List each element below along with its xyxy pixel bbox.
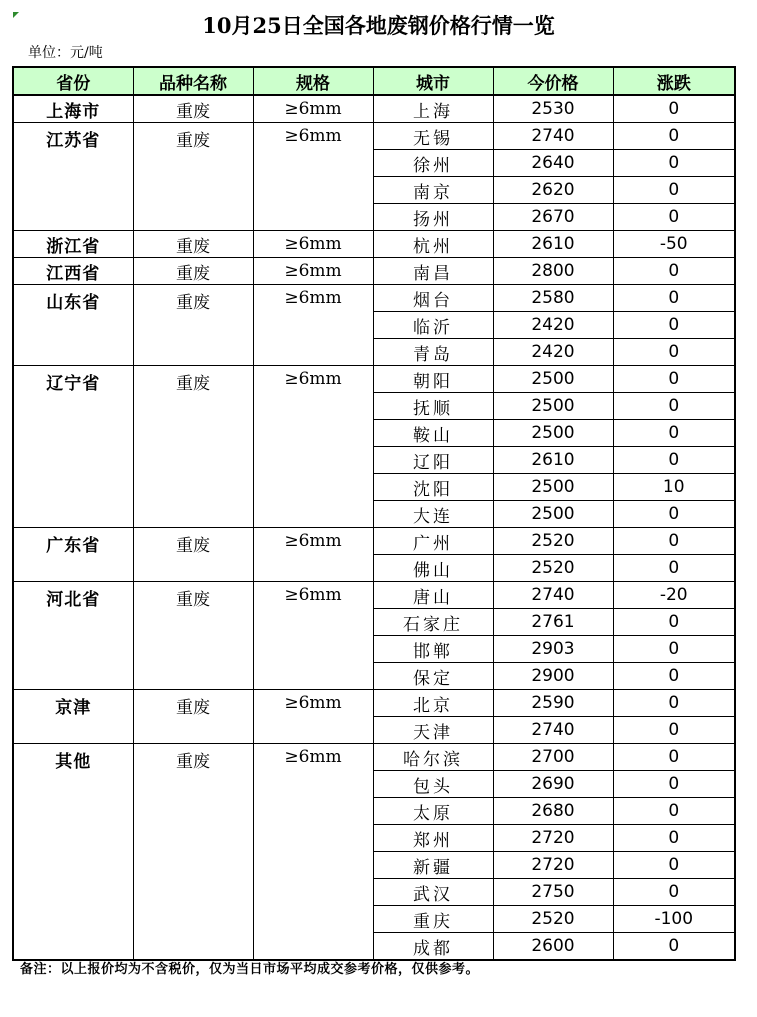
city-cell: 烟台: [373, 285, 493, 312]
change-cell: 0: [613, 879, 735, 906]
price-cell: 2500: [493, 393, 613, 420]
spec-cell: ≥6mm: [253, 690, 373, 744]
city-cell: 南京: [373, 177, 493, 204]
price-cell: 2580: [493, 285, 613, 312]
spec-cell: ≥6mm: [253, 366, 373, 528]
spec-cell: ≥6mm: [253, 258, 373, 285]
city-cell: 杭州: [373, 231, 493, 258]
city-cell: 新疆: [373, 852, 493, 879]
table-body: [13, 95, 735, 960]
price-cell: 2600: [493, 933, 613, 961]
change-cell: 0: [613, 663, 735, 690]
city-cell: 太原: [373, 798, 493, 825]
price-cell: 2500: [493, 366, 613, 393]
spec-cell: ≥6mm: [253, 582, 373, 690]
city-cell: 郑州: [373, 825, 493, 852]
variety-cell: 重废: [133, 258, 253, 285]
price-table: [12, 66, 736, 961]
table-row: [13, 95, 735, 123]
price-cell: 2520: [493, 906, 613, 933]
city-cell: 邯郸: [373, 636, 493, 663]
price-cell: 2520: [493, 528, 613, 555]
city-cell: 扬州: [373, 204, 493, 231]
change-cell: 0: [613, 555, 735, 582]
variety-cell: 重废: [133, 582, 253, 690]
city-cell: 徐州: [373, 150, 493, 177]
city-cell: 武汉: [373, 879, 493, 906]
province-cell: 辽宁省: [13, 366, 133, 528]
col-header-change: 涨跌: [613, 67, 735, 95]
city-cell: 广州: [373, 528, 493, 555]
price-cell: 2761: [493, 609, 613, 636]
change-cell: 0: [613, 258, 735, 285]
table-row: [13, 231, 735, 258]
city-cell: 佛山: [373, 555, 493, 582]
spec-cell: ≥6mm: [253, 285, 373, 366]
city-cell: 成都: [373, 933, 493, 961]
change-cell: 0: [613, 609, 735, 636]
province-cell: 京津: [13, 690, 133, 744]
change-cell: 0: [613, 528, 735, 555]
change-cell: 0: [613, 744, 735, 771]
change-cell: -50: [613, 231, 735, 258]
price-cell: 2690: [493, 771, 613, 798]
city-cell: 南昌: [373, 258, 493, 285]
header-row: [13, 67, 735, 95]
col-header-variety: 品种名称: [133, 67, 253, 95]
price-cell: 2903: [493, 636, 613, 663]
change-cell: 0: [613, 798, 735, 825]
variety-cell: 重废: [133, 366, 253, 528]
city-cell: 朝阳: [373, 366, 493, 393]
city-cell: 无锡: [373, 123, 493, 150]
table-row: [13, 123, 735, 150]
city-cell: 临沂: [373, 312, 493, 339]
table-row: [13, 744, 735, 771]
spec-cell: ≥6mm: [253, 231, 373, 258]
city-cell: 抚顺: [373, 393, 493, 420]
change-cell: 0: [613, 771, 735, 798]
city-cell: 沈阳: [373, 474, 493, 501]
col-header-spec: 规格: [253, 67, 373, 95]
col-header-price: 今价格: [493, 67, 613, 95]
variety-cell: 重废: [133, 285, 253, 366]
price-cell: 2720: [493, 825, 613, 852]
province-cell: 山东省: [13, 285, 133, 366]
change-cell: 0: [613, 204, 735, 231]
price-cell: 2680: [493, 798, 613, 825]
variety-cell: 重废: [133, 95, 253, 123]
spec-cell: ≥6mm: [253, 123, 373, 231]
change-cell: 0: [613, 420, 735, 447]
variety-cell: 重废: [133, 744, 253, 961]
change-cell: 0: [613, 150, 735, 177]
col-header-city: 城市: [373, 67, 493, 95]
province-cell: 河北省: [13, 582, 133, 690]
table-row: [13, 582, 735, 609]
change-cell: 0: [613, 177, 735, 204]
price-cell: 2500: [493, 474, 613, 501]
table-row: [13, 528, 735, 555]
change-cell: 0: [613, 636, 735, 663]
city-cell: 保定: [373, 663, 493, 690]
province-cell: 江苏省: [13, 123, 133, 231]
city-cell: 包头: [373, 771, 493, 798]
city-cell: 上海: [373, 95, 493, 123]
city-cell: 哈尔滨: [373, 744, 493, 771]
spec-cell: ≥6mm: [253, 95, 373, 123]
price-cell: 2640: [493, 150, 613, 177]
change-cell: 0: [613, 285, 735, 312]
price-cell: 2590: [493, 690, 613, 717]
province-cell: 其他: [13, 744, 133, 961]
change-cell: 0: [613, 312, 735, 339]
spec-cell: ≥6mm: [253, 744, 373, 961]
price-cell: 2620: [493, 177, 613, 204]
table-header: [13, 67, 735, 95]
spec-cell: ≥6mm: [253, 528, 373, 582]
city-cell: 重庆: [373, 906, 493, 933]
change-cell: -100: [613, 906, 735, 933]
price-cell: 2420: [493, 312, 613, 339]
province-cell: 浙江省: [13, 231, 133, 258]
city-cell: 鞍山: [373, 420, 493, 447]
change-cell: 0: [613, 123, 735, 150]
province-cell: 广东省: [13, 528, 133, 582]
change-cell: 0: [613, 690, 735, 717]
table-row: [13, 258, 735, 285]
price-cell: 2610: [493, 447, 613, 474]
change-cell: 0: [613, 447, 735, 474]
province-cell: 江西省: [13, 258, 133, 285]
price-cell: 2800: [493, 258, 613, 285]
footnote: 备注：以上报价均为不含税价，仅为当日市场平均成交参考价格，仅供参考。: [20, 962, 480, 977]
city-cell: 大连: [373, 501, 493, 528]
price-cell: 2750: [493, 879, 613, 906]
city-cell: 北京: [373, 690, 493, 717]
change-cell: 0: [613, 825, 735, 852]
change-cell: 0: [613, 501, 735, 528]
change-cell: 10: [613, 474, 735, 501]
change-cell: 0: [613, 717, 735, 744]
price-cell: 2740: [493, 717, 613, 744]
table-row: [13, 285, 735, 312]
page-title: 10月25日全国各地废钢价格行情一览: [202, 13, 555, 38]
change-cell: 0: [613, 393, 735, 420]
city-cell: 唐山: [373, 582, 493, 609]
province-cell: 上海市: [13, 95, 133, 123]
change-cell: 0: [613, 95, 735, 123]
price-cell: 2520: [493, 555, 613, 582]
change-cell: 0: [613, 852, 735, 879]
price-cell: 2500: [493, 420, 613, 447]
variety-cell: 重废: [133, 123, 253, 231]
variety-cell: 重废: [133, 528, 253, 582]
city-cell: 天津: [373, 717, 493, 744]
price-cell: 2670: [493, 204, 613, 231]
price-cell: 2700: [493, 744, 613, 771]
price-cell: 2740: [493, 123, 613, 150]
price-cell: 2610: [493, 231, 613, 258]
price-cell: 2740: [493, 582, 613, 609]
price-cell: 2720: [493, 852, 613, 879]
change-cell: 0: [613, 339, 735, 366]
change-cell: -20: [613, 582, 735, 609]
col-header-province: 省份: [13, 67, 133, 95]
change-cell: 0: [613, 933, 735, 961]
table-row: [13, 366, 735, 393]
city-cell: 石家庄: [373, 609, 493, 636]
price-cell: 2530: [493, 95, 613, 123]
price-cell: 2500: [493, 501, 613, 528]
unit-label: 单位：元/吨: [28, 45, 103, 61]
variety-cell: 重废: [133, 690, 253, 744]
city-cell: 辽阳: [373, 447, 493, 474]
city-cell: 青岛: [373, 339, 493, 366]
variety-cell: 重废: [133, 231, 253, 258]
change-cell: 0: [613, 366, 735, 393]
price-cell: 2420: [493, 339, 613, 366]
price-cell: 2900: [493, 663, 613, 690]
table-row: [13, 690, 735, 717]
